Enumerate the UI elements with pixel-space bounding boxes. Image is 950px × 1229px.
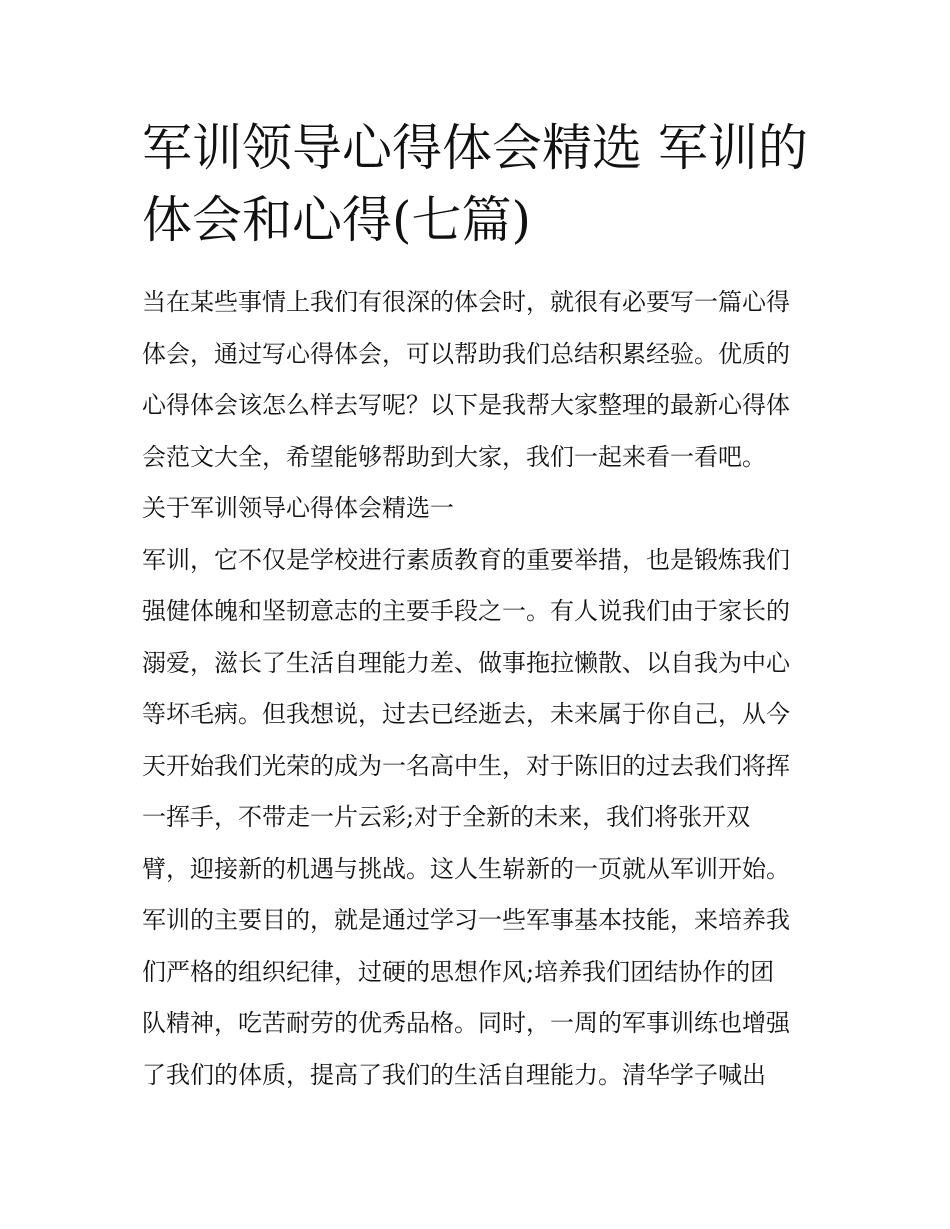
body-line: 队精神，吃苦耐劳的优秀品格。同时，一周的军事训练也增强: [142, 1009, 790, 1037]
intro-line: 会范文大全，希望能够帮助到大家，我们一起来看一看吧。: [142, 442, 766, 471]
body-line: 一挥手，不带走一片云彩;对于全新的未来，我们将张开双: [142, 803, 751, 831]
body-line: 天开始我们光荣的成为一名高中生，对于陈旧的过去我们将挥: [142, 751, 790, 780]
intro-line: 心得体会该怎么样去写呢？以下是我帮大家整理的最新心得体: [142, 391, 790, 419]
body-line: 们严格的组织纪律，过硬的思想作风;培养我们团结协作的团: [142, 957, 775, 986]
body-line: 臂，迎接新的机遇与挑战。这人生崭新的一页就从军训开始。: [142, 854, 790, 883]
intro-line: 体会，通过写心得体会，可以帮助我们总结积累经验。优质的: [142, 339, 790, 368]
document-title: [142, 112, 832, 256]
section-heading: 关于军训领导心得体会精选一: [142, 494, 454, 522]
title-line: 体会和心得(七篇): [142, 191, 532, 249]
title-line: 军训领导心得体会精选 军训的: [142, 119, 808, 177]
body-line: 了我们的体质，提高了我们的生活自理能力。清华学子喊出: [142, 1060, 766, 1089]
body-line: 等坏毛病。但我想说，过去已经逝去，未来属于你自己，从今: [142, 700, 790, 728]
intro-line: 当在某些事情上我们有很深的体会时，就很有必要写一篇心得: [142, 288, 790, 316]
body-line: 强健体魄和坚韧意志的主要手段之一。有人说我们由于家长的: [142, 597, 790, 625]
body-line: 军训，它不仅是学校进行素质教育的重要举措，也是锻炼我们: [142, 545, 790, 574]
body-line: 溺爱，滋长了生活自理能力差、做事拖拉懒散、以自我为中心: [142, 648, 790, 677]
body-line: 军训的主要目的，就是通过学习一些军事基本技能，来培养我: [142, 906, 790, 934]
document-body: [142, 277, 822, 1101]
